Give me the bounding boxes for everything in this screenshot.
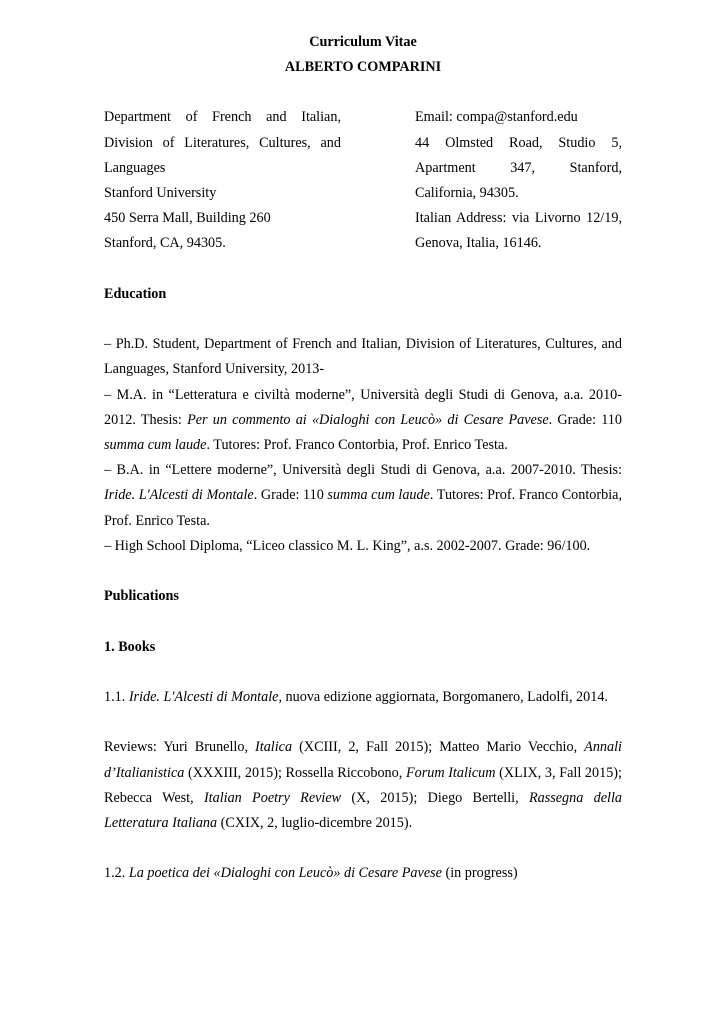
ba-honors: summa cum laude [327,487,430,504]
email: Email: compa@stanford.edu [415,109,578,126]
book-entry-2: 1.2. La poetica dei «Dialoghi con Leucò» di Cesare Pavese (in progress) [104,865,518,882]
book-title-1: Iride. L'Alcesti di Montale [128,689,279,705]
reviews: Reviews: Yuri Brunello, Italica (XCIII, 2, Fall 2015); Matteo Mario Vecchio, Annali d’Italianistica (XXXIII, 2015); Rossella Riccobono, Forum Italicum (XLIX, 3, Fall 2015); Rebecca West, Italian Poetry Review (X, 2015); Diego Bertelli, Rassegna della Letteratura Italiana (CXIX, 2, luglio-dicembre 2015). [104,739,622,831]
journal-annali: Annali d’Italianistica [104,739,622,781]
books-heading: 1. Books [104,638,156,655]
education-ma: – M.A. in “Letteratura e civiltà moderne”, Università degli Studi di Genova, a.a. 2010-2012. Thesis: Per un commento ai «Dialoghi con Leucò» di Cesare Pavese. Grade: 110 summa cum laude. Tutores: Prof. Franco Contorbia, Prof. Enrico Testa. [104,386,622,454]
book-entry-1: 1.1. Iride. L'Alcesti di Montale, nuova edizione aggiornata, Borgomanero, Ladolfi, 2014. [104,689,608,705]
street-address: 450 Serra Mall, Building 260 [104,210,271,227]
education-heading: Education [104,285,167,302]
ba-thesis-title: Iride. L'Alcesti di Montale [104,487,254,504]
ma-honors: summa cum laude [104,437,207,454]
journal-italica: Italica [255,739,293,756]
ma-thesis-title: Per un commento ai «Dialoghi con Leucò» di Cesare Pavese [187,411,549,428]
city-address: Stanford, CA, 94305. [104,235,226,252]
italian-address: Italian Address: via Livorno 12/19, Genova, Italia, 16146. [415,210,622,252]
education-ba: – B.A. in “Lettere moderne”, Università degli Studi di Genova, a.a. 2007-2010. Thesis: Iride. L'Alcesti di Montale. Grade: 110 summa cum laude. Tutores: Prof. Franco Contorbia, Prof. Enrico Testa. [104,462,622,529]
journal-rassegna: Rassegna della Letteratura Italiana [104,789,622,831]
document-title: Curriculum Vitae [309,34,417,50]
author-name: ALBERTO COMPARINI [284,59,442,76]
department: Department of French and Italian, Division of Literatures, Cultures, and Languages [104,109,341,176]
institution-address [104,105,341,256]
journal-forum-italicum: Forum Italicum [405,764,496,781]
cv-page [104,30,622,887]
contact-block [104,105,622,256]
journal-italian-poetry-review: Italian Poetry Review [203,789,342,806]
home-address: 44 Olmsted Road, Studio 5, Apartment 347, Stanford, California, 94305. [415,134,622,202]
book-title-2: La poetica dei «Dialoghi con Leucò» di Cesare Pavese [128,865,442,882]
university: Stanford University [104,185,217,202]
education-phd: – Ph.D. Student, Department of French and Italian, Division of Literatures, Cultures, and Languages, Stanford University, 2013- [104,336,622,378]
education-highschool: – High School Diploma, “Liceo classico M. L. King”, a.s. 2002-2007. Grade: 96/100. [104,537,591,554]
publications-heading: Publications [104,588,179,605]
personal-contact [415,105,622,256]
